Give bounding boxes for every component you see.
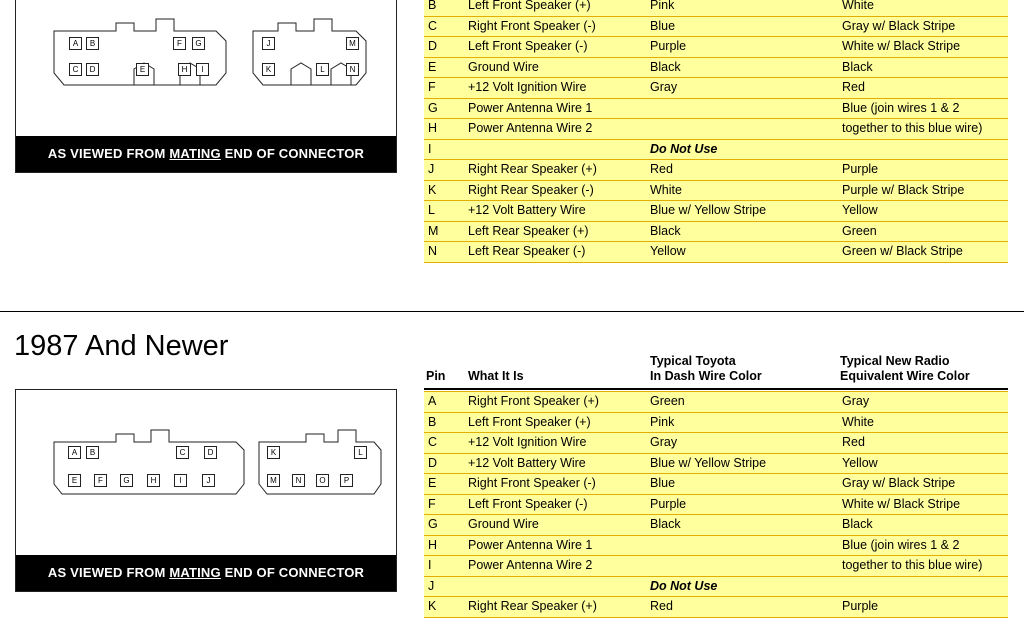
caption-suffix: END OF CONNECTOR bbox=[220, 565, 365, 580]
cell-pin: J bbox=[424, 160, 464, 181]
cell-pin: J bbox=[424, 576, 464, 597]
cell-toyota bbox=[646, 556, 838, 577]
cell-toyota: Red bbox=[646, 597, 838, 618]
table-row bbox=[424, 453, 1008, 474]
cell-pin: N bbox=[424, 242, 464, 263]
cell-toyota: Do Not Use bbox=[646, 139, 838, 160]
cell-radio: Green w/ Black Stripe bbox=[838, 242, 1008, 263]
cell-toyota: Yellow bbox=[646, 242, 838, 263]
table-row bbox=[424, 180, 1008, 201]
caption-prefix: AS VIEWED FROM bbox=[47, 565, 170, 580]
cell-toyota: Blue w/ Yellow Stripe bbox=[646, 201, 838, 222]
cell-radio: Black bbox=[838, 515, 1008, 536]
connector-caption-bottom bbox=[16, 555, 396, 591]
cell-pin: A bbox=[424, 392, 464, 413]
cell-what: Ground Wire bbox=[464, 57, 646, 78]
header-toyota bbox=[650, 354, 762, 384]
cell-radio: White w/ Black Stripe bbox=[838, 37, 1008, 58]
cell-radio: Purple bbox=[838, 160, 1008, 181]
cell-toyota: Blue bbox=[646, 474, 838, 495]
pin-C: C bbox=[176, 446, 189, 459]
table-row bbox=[424, 556, 1008, 577]
cell-toyota: Black bbox=[646, 57, 838, 78]
cell-what: Power Antenna Wire 2 bbox=[464, 119, 646, 140]
cell-pin: I bbox=[424, 139, 464, 160]
connector-diagram-top bbox=[15, 0, 397, 173]
cell-what: Right Rear Speaker (-) bbox=[464, 180, 646, 201]
cell-toyota bbox=[646, 535, 838, 556]
table-row bbox=[424, 515, 1008, 536]
cell-what: Right Front Speaker (+) bbox=[464, 392, 646, 413]
cell-what: Right Front Speaker (-) bbox=[464, 474, 646, 495]
caption-prefix: AS VIEWED FROM bbox=[47, 146, 170, 161]
section-title: 1987 And Newer bbox=[14, 330, 229, 362]
table-row bbox=[424, 494, 1008, 515]
cell-toyota: Purple bbox=[646, 494, 838, 515]
cell-toyota: Blue w/ Yellow Stripe bbox=[646, 453, 838, 474]
cell-radio: Gray w/ Black Stripe bbox=[838, 16, 1008, 37]
cell-pin: G bbox=[424, 98, 464, 119]
cell-pin: F bbox=[424, 494, 464, 515]
pin-H: H bbox=[178, 63, 191, 76]
cell-pin: C bbox=[424, 16, 464, 37]
pin-G: G bbox=[192, 37, 205, 50]
pin-K: K bbox=[262, 63, 275, 76]
pin-H: H bbox=[147, 474, 160, 487]
pin-M: M bbox=[267, 474, 280, 487]
header-rule bbox=[424, 388, 1008, 390]
cell-radio: White bbox=[838, 0, 1008, 16]
cell-what: +12 Volt Ignition Wire bbox=[464, 433, 646, 454]
cell-toyota: Red bbox=[646, 160, 838, 181]
cell-toyota: White bbox=[646, 180, 838, 201]
cell-pin: L bbox=[424, 201, 464, 222]
cell-pin: I bbox=[424, 556, 464, 577]
cell-what: Left Front Speaker (+) bbox=[464, 0, 646, 16]
cell-toyota: Blue bbox=[646, 16, 838, 37]
connector-diagram-bottom bbox=[15, 389, 397, 592]
pin-D: D bbox=[204, 446, 217, 459]
table-row bbox=[424, 433, 1008, 454]
cell-what: Power Antenna Wire 2 bbox=[464, 556, 646, 577]
cell-what: Left Front Speaker (-) bbox=[464, 37, 646, 58]
cell-toyota bbox=[646, 98, 838, 119]
cell-radio: together to this blue wire) bbox=[838, 119, 1008, 140]
cell-radio: Black bbox=[838, 57, 1008, 78]
cell-what: Right Rear Speaker (+) bbox=[464, 160, 646, 181]
cell-pin: D bbox=[424, 453, 464, 474]
caption-underlined: MATING bbox=[169, 146, 221, 161]
cell-toyota: Gray bbox=[646, 433, 838, 454]
pin-B: B bbox=[86, 37, 99, 50]
table-row bbox=[424, 392, 1008, 413]
table-header-bottom bbox=[424, 346, 1008, 384]
table-row bbox=[424, 201, 1008, 222]
cell-radio: Red bbox=[838, 433, 1008, 454]
pin-I: I bbox=[174, 474, 187, 487]
cell-radio: together to this blue wire) bbox=[838, 556, 1008, 577]
cell-toyota: Pink bbox=[646, 0, 838, 16]
header-toyota-line1: Typical Toyota bbox=[650, 354, 736, 368]
cell-radio: Purple bbox=[838, 597, 1008, 618]
pin-B: B bbox=[86, 446, 99, 459]
cell-toyota: Black bbox=[646, 515, 838, 536]
pin-A: A bbox=[69, 37, 82, 50]
table-row bbox=[424, 221, 1008, 242]
table-row bbox=[424, 57, 1008, 78]
header-radio bbox=[840, 354, 970, 384]
cell-pin: B bbox=[424, 412, 464, 433]
wire-table-bottom bbox=[424, 391, 1008, 618]
table-row bbox=[424, 474, 1008, 495]
pin-E: E bbox=[136, 63, 149, 76]
cell-what: Ground Wire bbox=[464, 515, 646, 536]
table-row bbox=[424, 0, 1008, 16]
cell-toyota: Purple bbox=[646, 37, 838, 58]
cell-radio: White w/ Black Stripe bbox=[838, 494, 1008, 515]
table-row bbox=[424, 16, 1008, 37]
cell-toyota: Black bbox=[646, 221, 838, 242]
table-row bbox=[424, 78, 1008, 99]
cell-what: Right Rear Speaker (+) bbox=[464, 597, 646, 618]
header-toyota-line2: In Dash Wire Color bbox=[650, 369, 762, 383]
cell-pin: B bbox=[424, 0, 464, 16]
pin-P: P bbox=[340, 474, 353, 487]
cell-what: Right Front Speaker (-) bbox=[464, 16, 646, 37]
pin-L: L bbox=[316, 63, 329, 76]
header-what: What It Is bbox=[468, 369, 524, 383]
cell-pin: G bbox=[424, 515, 464, 536]
caption-underlined: MATING bbox=[169, 565, 221, 580]
cell-what: Left Front Speaker (+) bbox=[464, 412, 646, 433]
connector-drawing-bottom bbox=[16, 390, 398, 555]
pin-O: O bbox=[316, 474, 329, 487]
cell-pin: H bbox=[424, 535, 464, 556]
cell-radio: Yellow bbox=[838, 453, 1008, 474]
pin-L: L bbox=[354, 446, 367, 459]
table-row bbox=[424, 98, 1008, 119]
pin-N: N bbox=[346, 63, 359, 76]
cell-what bbox=[464, 139, 646, 160]
pin-J: J bbox=[202, 474, 215, 487]
pin-K: K bbox=[267, 446, 280, 459]
pin-E: E bbox=[68, 474, 81, 487]
table-row bbox=[424, 37, 1008, 58]
cell-radio: Gray bbox=[838, 392, 1008, 413]
cell-radio: Gray w/ Black Stripe bbox=[838, 474, 1008, 495]
header-radio-line1: Typical New Radio bbox=[840, 354, 950, 368]
table-row bbox=[424, 576, 1008, 597]
pin-A: A bbox=[68, 446, 81, 459]
table-row bbox=[424, 160, 1008, 181]
connector-caption-top bbox=[16, 136, 396, 172]
pin-F: F bbox=[173, 37, 186, 50]
cell-what: +12 Volt Ignition Wire bbox=[464, 78, 646, 99]
cell-pin: E bbox=[424, 474, 464, 495]
pin-D: D bbox=[86, 63, 99, 76]
cell-toyota: Pink bbox=[646, 412, 838, 433]
cell-toyota bbox=[646, 119, 838, 140]
table-row bbox=[424, 412, 1008, 433]
pin-J: J bbox=[262, 37, 275, 50]
cell-radio: Blue (join wires 1 & 2 bbox=[838, 98, 1008, 119]
pin-C: C bbox=[69, 63, 82, 76]
header-radio-line2: Equivalent Wire Color bbox=[840, 369, 970, 383]
table-row bbox=[424, 139, 1008, 160]
cell-what: Left Front Speaker (-) bbox=[464, 494, 646, 515]
cell-what: Power Antenna Wire 1 bbox=[464, 535, 646, 556]
cell-what: +12 Volt Battery Wire bbox=[464, 453, 646, 474]
cell-radio: Purple w/ Black Stripe bbox=[838, 180, 1008, 201]
cell-pin: D bbox=[424, 37, 464, 58]
pin-I: I bbox=[196, 63, 209, 76]
cell-pin: K bbox=[424, 180, 464, 201]
table-row bbox=[424, 119, 1008, 140]
pin-N: N bbox=[292, 474, 305, 487]
cell-what: +12 Volt Battery Wire bbox=[464, 201, 646, 222]
cell-radio: White bbox=[838, 412, 1008, 433]
cell-radio: Blue (join wires 1 & 2 bbox=[838, 535, 1008, 556]
table-row bbox=[424, 242, 1008, 263]
pin-F: F bbox=[94, 474, 107, 487]
cell-what: Left Rear Speaker (-) bbox=[464, 242, 646, 263]
cell-pin: H bbox=[424, 119, 464, 140]
cell-radio bbox=[838, 139, 1008, 160]
header-pin: Pin bbox=[426, 369, 446, 383]
caption-suffix: END OF CONNECTOR bbox=[220, 146, 365, 161]
pin-M: M bbox=[346, 37, 359, 50]
cell-what: Left Rear Speaker (+) bbox=[464, 221, 646, 242]
cell-what bbox=[464, 576, 646, 597]
cell-pin: C bbox=[424, 433, 464, 454]
cell-pin: M bbox=[424, 221, 464, 242]
wire-table-top bbox=[424, 0, 1008, 263]
cell-toyota: Do Not Use bbox=[646, 576, 838, 597]
cell-radio: Green bbox=[838, 221, 1008, 242]
cell-toyota: Gray bbox=[646, 78, 838, 99]
cell-what: Power Antenna Wire 1 bbox=[464, 98, 646, 119]
cell-pin: F bbox=[424, 78, 464, 99]
table-row bbox=[424, 535, 1008, 556]
cell-radio bbox=[838, 576, 1008, 597]
cell-pin: E bbox=[424, 57, 464, 78]
cell-radio: Red bbox=[838, 78, 1008, 99]
cell-radio: Yellow bbox=[838, 201, 1008, 222]
section-divider bbox=[0, 311, 1024, 312]
cell-pin: K bbox=[424, 597, 464, 618]
cell-toyota: Green bbox=[646, 392, 838, 413]
pin-G: G bbox=[120, 474, 133, 487]
